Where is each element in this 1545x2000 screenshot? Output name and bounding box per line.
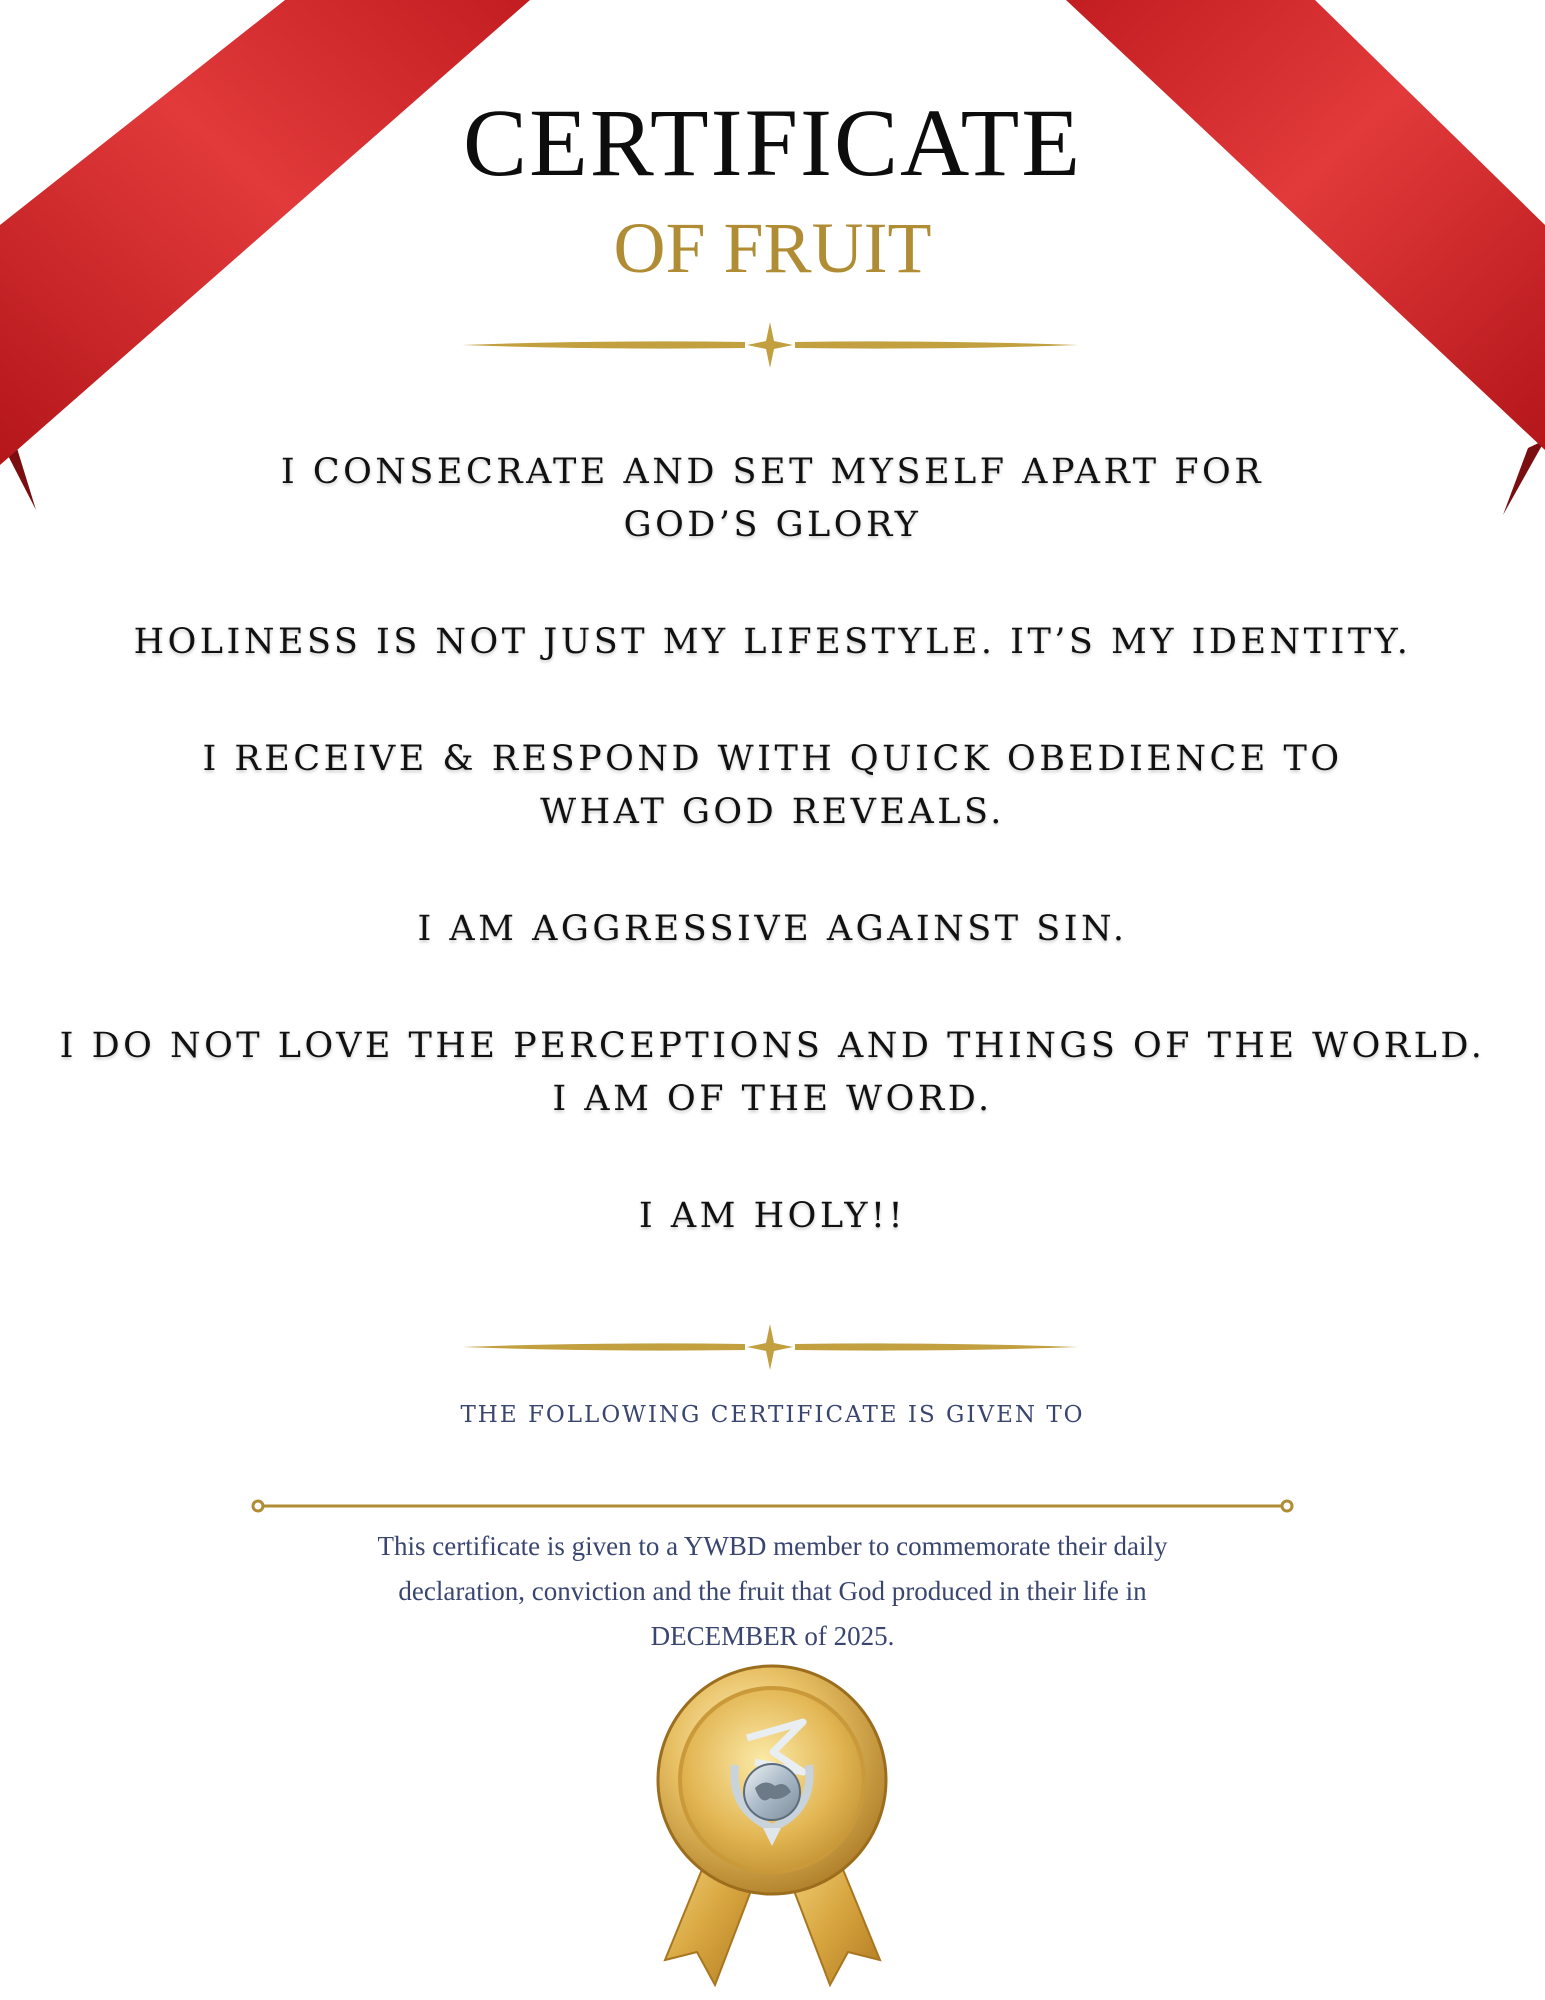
- recipient-name-line: [250, 1494, 1295, 1518]
- declaration-line: I AM OF THE WORD.: [552, 1079, 993, 1119]
- certificate-description: [300, 1524, 1245, 1659]
- declaration-line: I DO NOT LOVE THE PERCEPTIONS AND THINGS OF THE WORLD.: [59, 1026, 1486, 1066]
- description-line: declaration, conviction and the fruit that God produced in their life in: [398, 1576, 1147, 1606]
- declaration-line: GOD’S GLORY: [623, 505, 922, 545]
- description-line: DECEMBER of 2025.: [650, 1621, 895, 1651]
- declaration-line: HOLINESS IS NOT JUST MY LIFESTYLE. IT’S MY IDENTITY.: [133, 622, 1412, 662]
- declaration-line: WHAT GOD REVEALS.: [540, 792, 1005, 832]
- sparkle-icon: [747, 322, 793, 368]
- certificate-title: CERTIFICATE: [463, 89, 1082, 196]
- certificate-subtitle: OF FRUIT: [613, 208, 932, 288]
- declaration-line: I CONSECRATE AND SET MYSELF APART FOR: [280, 452, 1265, 492]
- declaration-line: I RECEIVE & RESPOND WITH QUICK OBEDIENCE TO: [202, 739, 1343, 779]
- gold-medal-seal: [635, 1660, 910, 2000]
- gold-divider-top: [460, 320, 1080, 370]
- sparkle-icon: [747, 1324, 793, 1370]
- description-line: This certificate is given to a YWBD member to commemorate their daily: [377, 1531, 1168, 1561]
- given-to-label: THE FOLLOWING CERTIFICATE IS GIVEN TO: [460, 1402, 1085, 1428]
- declaration-line: I AM HOLY!!: [638, 1196, 907, 1236]
- gold-divider-bottom: [460, 1322, 1080, 1372]
- declaration-line: I AM AGGRESSIVE AGAINST SIN.: [417, 909, 1128, 949]
